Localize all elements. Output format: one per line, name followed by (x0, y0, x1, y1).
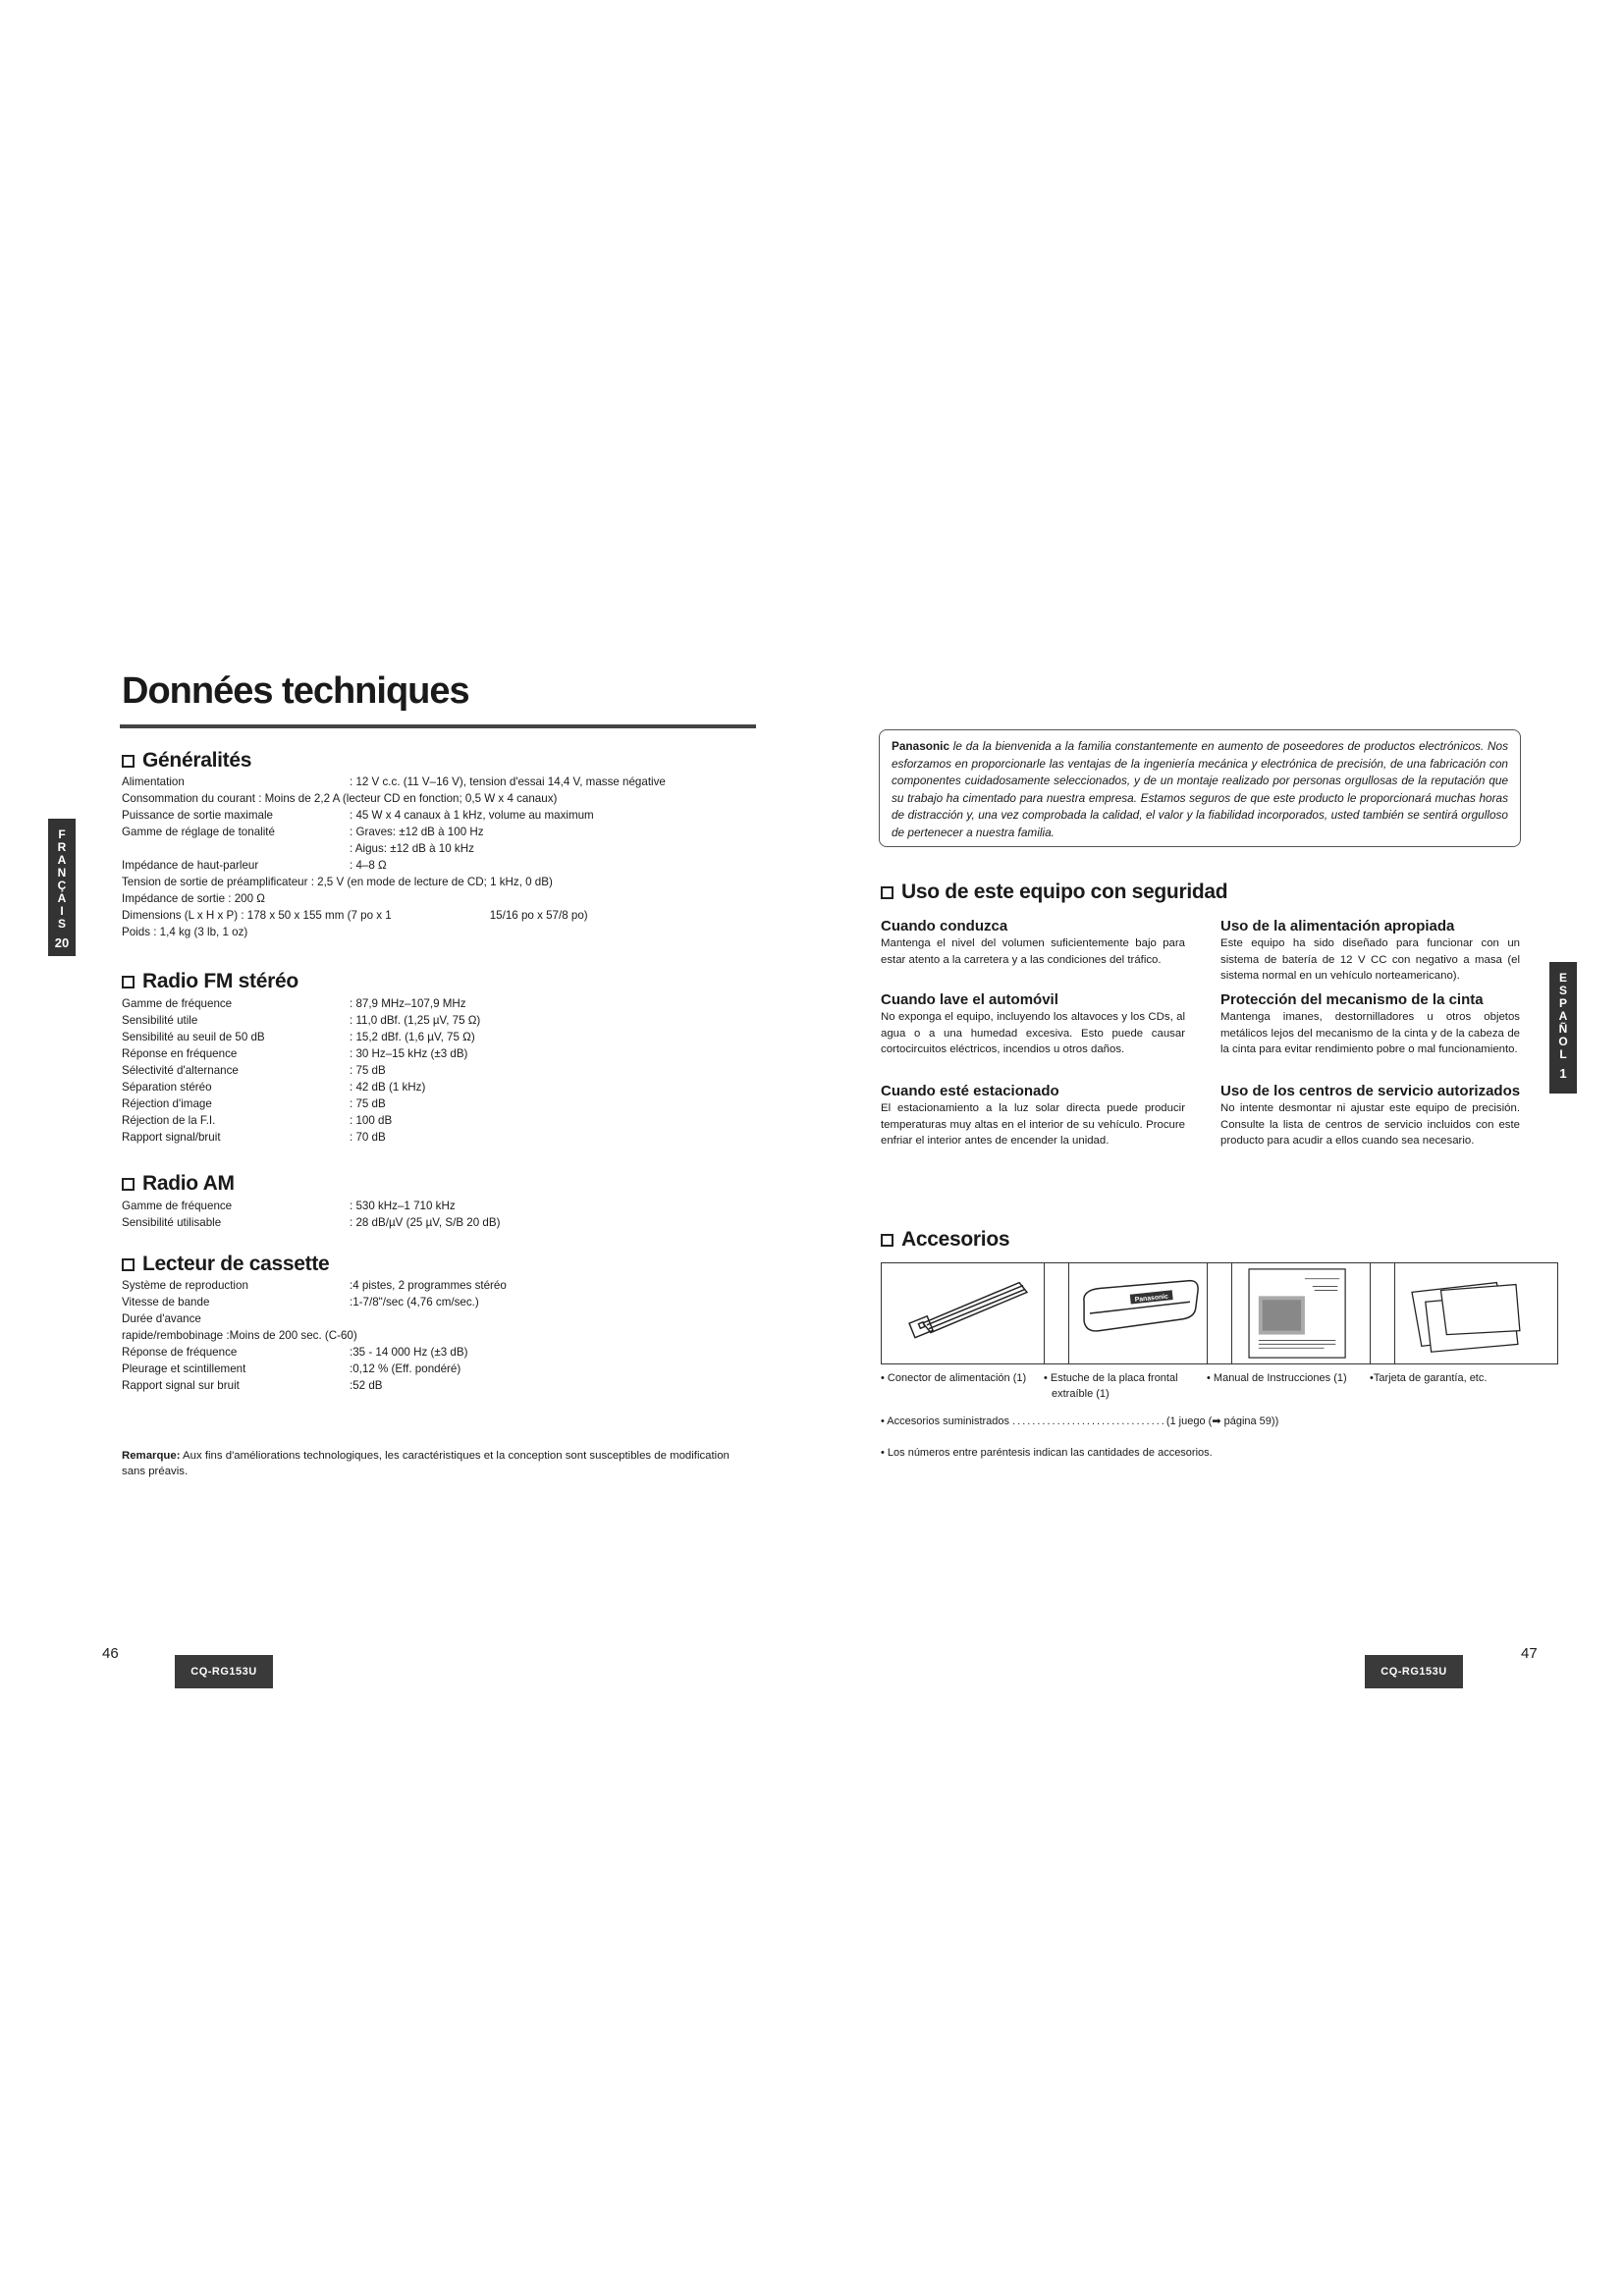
table-row (122, 1095, 480, 1112)
model-badge-left: CQ-RG153U (175, 1655, 273, 1688)
tab-letter: O (1558, 1035, 1568, 1048)
spec-value: : 75 dB (350, 1064, 386, 1077)
spec-label: Alimentation (122, 775, 185, 788)
accessory-image-connector (881, 1262, 1069, 1364)
tab-letter: R (57, 840, 67, 854)
safety-item-text: El estacionamiento a la luz solar directa puede producir temperaturas muy altas en el interior de su vehículo. Procure enfriar el interior antes de encender la unidad. (881, 1102, 1185, 1147)
table-row (122, 1277, 507, 1294)
table-row (122, 995, 480, 1012)
checkbox-square-icon (881, 886, 893, 899)
side-tab-espanol (1549, 962, 1577, 1094)
spec-value: : 12 V c.c. (11 V–16 V), tension d'essai 14,4 V, masse négative (350, 775, 666, 788)
spec-label: Gamme de fréquence (122, 1200, 233, 1212)
brand-name: Panasonic (892, 739, 950, 753)
tab-number: 20 (54, 935, 70, 950)
safety-item-title: Protección del mecanismo de la cinta (1220, 991, 1484, 1008)
spec-label: Dimensions (L x H x P) : 178 x 50 x 155 mm (7 po x 1 (122, 909, 392, 922)
spec-value: : 45 W x 4 canaux à 1 kHz, volume au maximum (350, 809, 594, 822)
section-heading: Lecteur de cassette (142, 1253, 330, 1275)
safety-item (1220, 991, 1520, 1083)
spec-value: : 530 kHz–1 710 kHz (350, 1200, 456, 1212)
supplied-accessories-line (881, 1415, 1278, 1429)
supplied-value: (1 juego ( (1165, 1415, 1213, 1427)
spec-value: : 30 Hz–15 kHz (±3 dB) (350, 1047, 468, 1060)
spec-label: Vitesse de bande (122, 1296, 210, 1308)
spec-label: Réponse de fréquence (122, 1346, 238, 1359)
spec-label: Puissance de sortie maximale (122, 809, 274, 822)
safety-item (881, 1083, 1185, 1149)
table-row (122, 1079, 480, 1095)
spec-label: Rapport signal sur bruit (122, 1379, 240, 1392)
spec-value: : 28 dB/µV (25 µV, S/B 20 dB) (350, 1216, 501, 1229)
spec-label: Consommation du courant : Moins de 2,2 A (lecteur CD en fonction; 0,5 W x 4 canaux) (122, 792, 558, 805)
quantity-note: • Los números entre paréntesis indican las cantidades de accesorios. (881, 1447, 1213, 1459)
checkbox-square-icon (122, 976, 135, 988)
accessory-image-manual (1207, 1262, 1395, 1364)
section-generalites (122, 749, 251, 773)
section-heading: Uso de este equipo con seguridad (901, 881, 1228, 903)
page-title: Données techniques (122, 670, 469, 712)
spec-label: Réjection de la F.I. (122, 1114, 216, 1127)
table-row (122, 1112, 480, 1129)
tab-letter: Ñ (1558, 1022, 1568, 1036)
spec-label: Pleurage et scintillement (122, 1362, 246, 1375)
accessory-label-connector: • Conector de alimentación (1) (881, 1372, 1027, 1384)
tab-letter: F (58, 828, 66, 841)
safety-item (881, 991, 1185, 1083)
spec-value: : 15,2 dBf. (1,6 µV, 75 Ω) (350, 1031, 475, 1043)
tab-letter: I (60, 904, 64, 918)
spec-label: Poids : 1,4 kg (3 lb, 1 oz) (122, 926, 248, 938)
radio-am-table (122, 1198, 500, 1231)
spec-value: : 87,9 MHz–107,9 MHz (350, 997, 466, 1010)
tab-letter: Ç (57, 879, 67, 892)
spec-label: Sensibilité utilisable (122, 1216, 222, 1229)
leader-dots: ............................... (1012, 1415, 1166, 1427)
generalites-table (122, 774, 666, 940)
page-number-left: 46 (102, 1645, 119, 1662)
remark-text: Aux fins d'améliorations technologiques, les caractéristiques et la conception sont susceptibles de modification sans préavis. (122, 1450, 730, 1477)
section-cassette (122, 1253, 329, 1276)
remark-label: Remarque: (122, 1450, 181, 1462)
instruction-manual-icon (1208, 1263, 1394, 1363)
accessory-label-manual: • Manual de Instrucciones (1) (1207, 1372, 1347, 1384)
accessory-image-warranty (1370, 1262, 1558, 1364)
spec-label: Sélectivité d'alternance (122, 1064, 239, 1077)
table-row (122, 790, 666, 807)
remark-note (122, 1448, 750, 1479)
safety-column-left (881, 918, 1185, 1149)
radio-fm-table (122, 995, 480, 1146)
tab-letter: S (57, 917, 66, 931)
spec-value: :1-7/8"/sec (4,76 cm/sec.) (350, 1296, 479, 1308)
spec-value: :35 - 14 000 Hz (±3 dB) (350, 1346, 468, 1359)
spec-label: Impédance de sortie : 200 Ω (122, 892, 265, 905)
spec-value: :4 pistes, 2 programmes stéréo (350, 1279, 507, 1292)
safety-item-title: Uso de los centros de servicio autorizados (1220, 1083, 1521, 1099)
title-rule (120, 724, 756, 728)
safety-item-title: Cuando lave el automóvil (881, 991, 1058, 1008)
spec-value: : 42 dB (1 kHz) (350, 1081, 426, 1094)
welcome-box (879, 729, 1521, 847)
table-row (122, 1214, 500, 1231)
table-row (122, 1029, 480, 1045)
side-tab-francais (48, 819, 76, 956)
radio-am-list (122, 1198, 500, 1231)
table-row (122, 857, 666, 874)
table-row (122, 1377, 507, 1394)
tab-letter: A (57, 853, 67, 867)
page-number-right: 47 (1521, 1645, 1538, 1662)
safety-item-text: Mantenga imanes, destornilladores u otros objetos metálicos lejos del mecanismo de la cinta y de la cabeza de la cinta para evitar rendimiento pobre o mal funcionamiento. (1220, 1011, 1520, 1055)
table-row (122, 774, 666, 790)
warranty-card-icon (1371, 1263, 1557, 1363)
safety-item-text: Este equipo ha sido diseñado para funcionar con un sistema de batería de 12 V CC con negativo a masa (el sistema normal en un vehículo norteamericano). (1220, 937, 1520, 982)
accessory-image-case (1044, 1262, 1232, 1364)
checkbox-square-icon (122, 1258, 135, 1271)
power-connector-icon (882, 1263, 1068, 1363)
tab-number: 1 (1559, 1066, 1567, 1081)
spec-value: : 75 dB (350, 1097, 386, 1110)
table-row (122, 1129, 480, 1146)
spec-label: Rapport signal/bruit (122, 1131, 221, 1144)
checkbox-square-icon (881, 1234, 893, 1247)
tab-letter: A (1558, 1009, 1568, 1023)
supplied-page-ref: página 59)) (1220, 1415, 1279, 1427)
spec-value: : 11,0 dBf. (1,25 µV, 75 Ω) (350, 1014, 481, 1027)
safety-item (1220, 918, 1520, 991)
section-safety (881, 881, 1227, 904)
table-row (122, 874, 666, 890)
spec-value: : 70 dB (350, 1131, 386, 1144)
table-row (122, 1045, 480, 1062)
spec-label: Système de reproduction (122, 1279, 248, 1292)
spec-value: : Aigus: ±12 dB à 10 kHz (350, 842, 474, 855)
table-row (122, 924, 666, 940)
safety-item-title: Uso de la alimentación apropiada (1220, 918, 1455, 934)
spec-label: Réponse en fréquence (122, 1047, 238, 1060)
table-row (122, 1198, 500, 1214)
tab-letter: L (1559, 1047, 1567, 1061)
table-row (122, 1361, 507, 1377)
safety-item-text: Mantenga el nivel del volumen suficientemente bajo para estar atento a la carretera y a las condiciones del tráfico. (881, 937, 1185, 966)
tab-letter: E (1558, 971, 1567, 985)
spec-label: Réjection d'image (122, 1097, 212, 1110)
supplied-label: • Accesorios suministrados (881, 1415, 1013, 1427)
spec-label: Séparation stéréo (122, 1081, 212, 1094)
safety-column-right (1220, 918, 1520, 1149)
table-row (122, 907, 666, 924)
safety-item-title: Cuando esté estacionado (881, 1083, 1059, 1099)
tab-letter: N (57, 866, 67, 880)
table-row (122, 1012, 480, 1029)
checkbox-square-icon (122, 755, 135, 768)
safety-item (881, 918, 1185, 991)
section-heading: Accesorios (901, 1228, 1010, 1251)
safety-item-title: Cuando conduzca (881, 918, 1008, 934)
table-row (122, 890, 666, 907)
spec-label: Durée d'avance (122, 1312, 201, 1325)
table-row (122, 824, 666, 840)
generalites-list (122, 774, 666, 940)
spec-value: 15/16 po x 57/8 po) (489, 909, 588, 922)
section-heading: Généralités (142, 749, 252, 772)
tab-letter: S (1558, 984, 1567, 997)
spec-label: Sensibilité utile (122, 1014, 198, 1027)
checkbox-square-icon (122, 1178, 135, 1191)
spec-value: : 4–8 Ω (350, 859, 387, 872)
spec-value: : Graves: ±12 dB à 100 Hz (350, 826, 484, 838)
spec-label: rapide/rembobinage :Moins de 200 sec. (C-60) (122, 1329, 357, 1342)
table-row (122, 1327, 507, 1344)
section-radio-am (122, 1172, 235, 1196)
section-radio-fm (122, 970, 298, 993)
table-row (122, 1344, 507, 1361)
case-logo-text: Panasonic (1134, 1293, 1169, 1305)
radio-fm-list (122, 995, 480, 1146)
section-accessories (881, 1228, 1009, 1252)
accessory-label-warranty: •Tarjeta de garantía, etc. (1370, 1372, 1488, 1384)
safety-item-text: No exponga el equipo, incluyendo los altavoces y los CDs, al agua o a una humedad excesiva. Esto puede causar cortocircuitos eléctricos, incendios u otros daños. (881, 1011, 1185, 1055)
safety-item-text: No intente desmontar ni ajustar este equipo de precisión. Consulte la lista de centros de servicio incluidos con este producto para acudir a ellos cuando sea necesario. (1220, 1102, 1520, 1147)
table-row (122, 807, 666, 824)
faceplate-case-icon (1045, 1263, 1231, 1363)
spec-label: Sensibilité au seuil de 50 dB (122, 1031, 265, 1043)
cassette-list (122, 1277, 507, 1394)
spec-label (122, 840, 350, 857)
spec-label: Gamme de fréquence (122, 997, 233, 1010)
spec-value: :52 dB (350, 1379, 383, 1392)
welcome-text: le da la bienvenida a la familia constantemente en aumento de poseedores de productos electrónicos. Nos esforzamos en proporcionarle las ventajas de la ingeniería mecánica y electrónica de precisión, de una fabricación con componentes cuidadosamente seleccionados, y de un montaje realizado por personas orgullosas de la reputación que su trabajo ha cimentado para nuestra empresa. Estamos seguros de que este producto le proporcionará muchas horas de distracción y, una vez comprobada la calidad, el valor y la fiabilidad incorporados, usted también se sentirá orgulloso de pertenecer a nuestra familia. (892, 739, 1508, 839)
accessory-label-case: • Estuche de la placa frontal (1044, 1372, 1178, 1384)
spec-label: Gamme de réglage de tonalité (122, 826, 275, 838)
tab-letter: P (1558, 996, 1567, 1010)
model-badge-right: CQ-RG153U (1365, 1655, 1463, 1688)
spec-value: :0,12 % (Eff. pondéré) (350, 1362, 461, 1375)
spec-label: Impédance de haut-parleur (122, 859, 259, 872)
spec-value: : 100 dB (350, 1114, 393, 1127)
section-heading: Radio FM stéréo (142, 970, 298, 992)
table-row (122, 1062, 480, 1079)
safety-item (1220, 1083, 1520, 1149)
arrow-right-icon: ➡ (1212, 1415, 1221, 1427)
section-heading: Radio AM (142, 1172, 235, 1195)
cassette-table (122, 1277, 507, 1394)
table-row (122, 1310, 507, 1327)
table-row (122, 840, 666, 857)
tab-letter: A (57, 891, 67, 905)
accessory-label-case-2: extraíble (1) (1052, 1388, 1110, 1400)
table-row (122, 1294, 507, 1310)
spec-label: Tension de sortie de préamplificateur : 2,5 V (en mode de lecture de CD; 1 kHz, 0 dB) (122, 876, 553, 888)
